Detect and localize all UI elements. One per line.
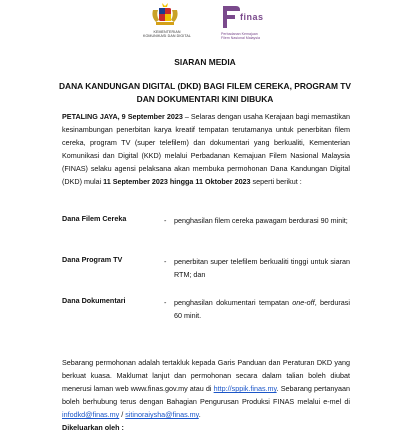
dateline: PETALING JAYA, 9 September 2023 [62,112,183,121]
finas-logo-icon [220,4,242,30]
finas-wordmark: finas [240,12,264,22]
fund-desc-text: penghasilan filem cereka pawagam berdurasi 90 minit; [174,216,348,225]
fund-name: Dana Filem Cereka [62,214,127,223]
coat-of-arms-icon [150,2,180,28]
fund-description [164,214,350,227]
list-dash: - [164,216,167,225]
fund-name: Dana Dokumentari [62,296,126,305]
intro-paragraph [62,110,350,188]
press-release-label: SIARAN MEDIA [174,57,236,67]
email-link-infodkd[interactable]: infodkd@finas.my [62,410,120,419]
headline: DANA KANDUNGAN DIGITAL (DKD) BAGI FILEM CEREKA, PROGRAM TV DAN DOKUMENTARI KINI DIBUKA [58,81,352,104]
fund-desc-text: penghasilan dokumentari tempatan [174,298,293,307]
fund-desc-text: penerbitan super telefilem berkualiti tinggi untuk siaran RTM; dan [174,257,350,279]
fund-description [164,255,350,281]
finas-tagline: Perbadanan Kemajuan Filem Nasional Malaysia [221,32,260,41]
logo-bar [0,2,410,46]
intro-text-b: seperti berikut : [250,177,302,186]
fund-desc-italic: one-off [292,298,315,307]
intro-text-a: – Selaras dengan usaha Kerajaan bagi memastikan kesinambungan penerbitan karya kreatif tempatan terutamanya untuk penerbitan filem cereka, program TV (super telefilem) dan dokumentari yang berkualiti, Kementerian Komunikasi dan Digital (KKD) melalui Perbadanan Kemajuan Filem Nasional Malaysia (FINAS) selaku agensi pelaksana akan membuka permohonan Dana Kandungan Digital (DKD) mulai [62,112,350,186]
list-dash: - [164,257,167,266]
fund-name: Dana Program TV [62,255,123,264]
closing-text-a: Sebarang permohonan adalah tertakluk kepada Garis Panduan dan Peraturan DKD yang berkuat kuasa. Maklumat lanjut dan permohonan secara dalam talian boleh diubat menerusi laman web www.finas.gov.my atau di [62,358,350,393]
closing-text-c: . [198,410,201,419]
portal-link[interactable]: http://sppik.finas.my [213,384,277,393]
closing-paragraph [62,356,350,421]
application-dates: 11 September 2023 hingga 11 Oktober 2023 [103,177,251,186]
email-link-sitinoraiysha[interactable]: sitinoraiysha@finas.my [125,410,199,419]
email-separator: / [119,410,126,419]
list-dash: - [164,298,167,307]
ministry-name: KEMENTERIAN KOMUNIKASI DAN DIGITAL [142,30,192,39]
issued-by-label: Dikeluarkan oleh : [62,423,124,432]
closing-text-b: . Sebarang pertanyaan boleh berhubung terus dengan Bahagian Pengurusan Produksi FINAS melalui e-mel di [62,384,350,406]
fund-desc-text-end: , berdurasi 60 minit. [174,298,350,320]
fund-description [164,296,350,322]
